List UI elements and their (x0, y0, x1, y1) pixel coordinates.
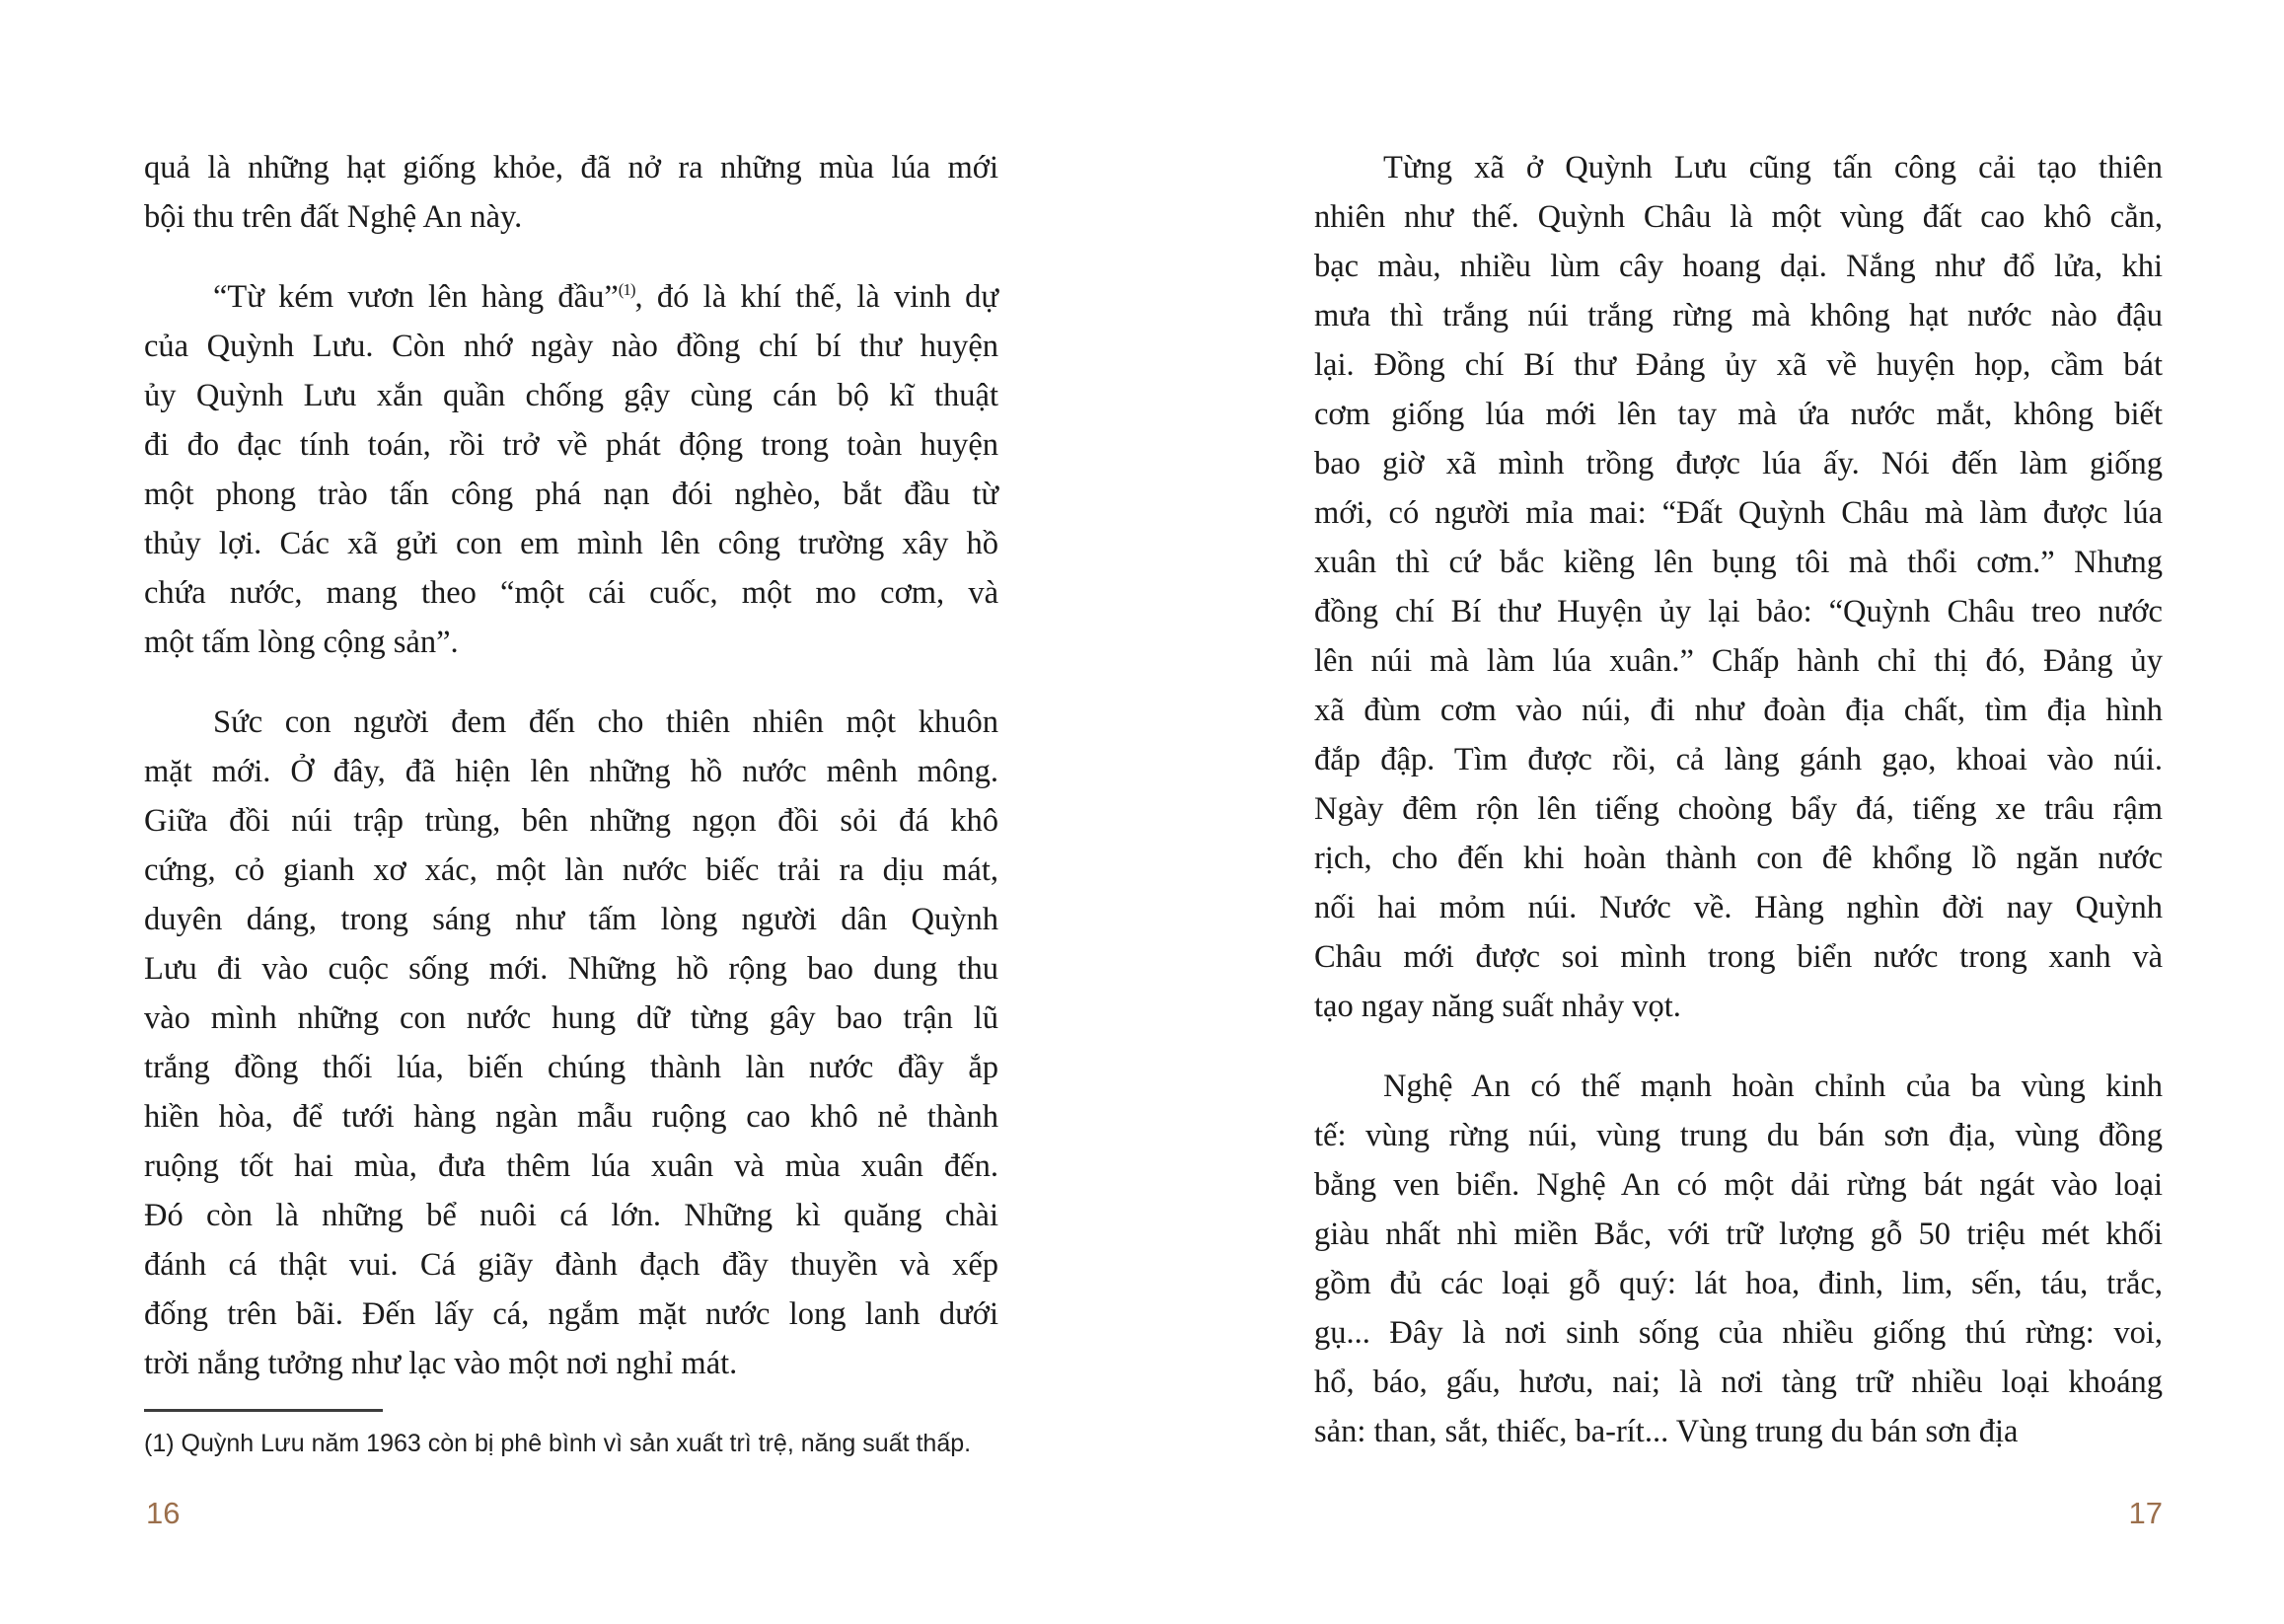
text-line: xã đùm cơm vào núi, đi như đoàn địa chất, tìm địa hình (1314, 693, 2163, 728)
text-line: nhiên như thế. Quỳnh Châu là một vùng đất cao khô cằn, (1314, 199, 2163, 235)
text-line: lại. Đồng chí Bí thư Đảng ủy xã về huyện họp, cầm bát (1314, 347, 2163, 383)
text-line: đồng chí Bí thư Huyện ủy lại bảo: “Quỳnh Châu treo nước (1314, 594, 2163, 629)
text-line: tế: vùng rừng núi, vùng trung du bán sơn địa, vùng đồng (1314, 1118, 2163, 1153)
text-line: cứng, cỏ gianh xơ xác, một làn nước biếc trải ra dịu mát, (144, 852, 998, 888)
text-line: hổ, báo, gấu, hươu, nai; là nơi tàng trữ nhiều loại khoáng (1314, 1365, 2163, 1400)
text-line: tạo ngay năng suất nhảy vọt. (1314, 989, 1681, 1024)
text-line: Đó còn là những bể nuôi cá lớn. Những kì quăng chài (144, 1198, 998, 1233)
paragraph (1314, 143, 2163, 1031)
text-line: vào mình những con nước hung dữ từng gây bao trận lũ (144, 1000, 998, 1036)
text-line: mưa thì trắng núi trắng rừng mà không hạt nước nào đậu (1314, 298, 2163, 333)
text-line: bội thu trên đất Nghệ An này. (144, 199, 523, 235)
text-line: hiền hòa, để tưới hàng ngàn mẫu ruộng cao khô nẻ thành (144, 1099, 998, 1135)
paragraph (144, 143, 998, 242)
text-line: đống trên bãi. Đến lấy cá, ngắm mặt nước long lanh dưới (144, 1296, 998, 1332)
text-line: trắng đồng thối lúa, biến chúng thành làn nước đầy ắp (144, 1050, 998, 1085)
left-text-column (144, 143, 998, 1388)
text-line: mặt mới. Ở đây, đã hiện lên những hồ nước mênh mông. (144, 754, 998, 789)
text-line: ruộng tốt hai mùa, đưa thêm lúa xuân và mùa xuân đến. (144, 1148, 998, 1184)
text-line: một tấm lòng cộng sản”. (144, 625, 459, 660)
text-line: chứa nước, mang theo “một cái cuốc, một mo cơm, và (144, 575, 998, 611)
text-line: Giữa đồi núi trập trùng, bên những ngọn đồi sỏi đá khô (144, 803, 998, 839)
text-line: Nghệ An có thế mạnh hoàn chỉnh của ba vùng kinh (1383, 1069, 2163, 1104)
text-line: quả là những hạt giống khỏe, đã nở ra những mùa lúa mới (144, 150, 998, 185)
text-line: Sức con người đem đến cho thiên nhiên một khuôn (213, 704, 998, 740)
text-line: lên núi mà làm lúa xuân.” Chấp hành chỉ thị đó, Đảng ủy (1314, 643, 2163, 679)
text-line: Ngày đêm rộn lên tiếng choòng bẩy đá, tiếng xe trâu rậm (1314, 791, 2163, 827)
text-line: rịch, cho đến khi hoàn thành con đê khổng lồ ngăn nước (1314, 841, 2163, 876)
text-line: bạc màu, nhiều lùm cây hoang dại. Nắng như đổ lửa, khi (1314, 249, 2163, 284)
text-line: ủy Quỳnh Lưu xắn quần chống gậy cùng cán bộ kĩ thuật (144, 378, 998, 413)
paragraph (1314, 1062, 2163, 1456)
paragraph (144, 698, 998, 1388)
text-segment: “Từ kém vươn lên hàng đầu” (213, 279, 619, 315)
footnote-rule (144, 1409, 383, 1412)
page-number-left: 16 (146, 1496, 181, 1530)
text-line: đánh cá thật vui. Cá giãy đành đạch đầy thuyền và xếp (144, 1247, 998, 1283)
paragraph (144, 272, 998, 667)
text-line: nối hai mỏm núi. Nước về. Hàng nghìn đời nay Quỳnh (1314, 890, 2163, 925)
text-line: thủy lợi. Các xã gửi con em mình lên công trường xây hồ (144, 526, 998, 561)
text-line: một phong trào tấn công phá nạn đói nghèo, bắt đầu từ (144, 477, 998, 512)
text-line: sản: than, sắt, thiếc, ba-rít... Vùng trung du bán sơn địa (1314, 1414, 2019, 1449)
text-line: đắp đập. Tìm được rồi, cả làng gánh gạo, khoai vào núi. (1314, 742, 2163, 777)
text-segment: , đó là khí thế, là vinh dự (634, 279, 998, 315)
text-line: gụ... Đây là nơi sinh sống của nhiều giống thú rừng: voi, (1314, 1315, 2163, 1351)
footnote-reference-marker: (1) (618, 280, 635, 300)
text-line: bao giờ xã mình trồng được lúa ấy. Nói đến làm giống (1314, 446, 2163, 481)
text-line (144, 272, 998, 322)
text-line: của Quỳnh Lưu. Còn nhớ ngày nào đồng chí bí thư huyện (144, 329, 998, 364)
text-line: gồm đủ các loại gỗ quý: lát hoa, đinh, lim, sến, táu, trắc, (1314, 1266, 2163, 1301)
text-line: Lưu đi vào cuộc sống mới. Những hồ rộng bao dung thu (144, 951, 998, 987)
text-line: trời nắng tưởng như lạc vào một nơi nghỉ mát. (144, 1346, 738, 1381)
right-text-column (1314, 143, 2163, 1456)
footnote-text: (1) Quỳnh Lưu năm 1963 còn bị phê bình vì sản xuất trì trệ, năng suất thấp. (144, 1430, 972, 1457)
text-line: cơm giống lúa mới lên tay mà ứa nước mắt, không biết (1314, 397, 2163, 432)
text-line: giàu nhất nhì miền Bắc, với trữ lượng gỗ 50 triệu mét khối (1314, 1217, 2163, 1252)
page-number-right: 17 (2128, 1496, 2163, 1530)
text-line: Châu mới được soi mình trong biển nước trong xanh và (1314, 939, 2163, 975)
text-line: Từng xã ở Quỳnh Lưu cũng tấn công cải tạo thiên (1383, 150, 2163, 185)
text-line: mới, có người mỉa mai: “Đất Quỳnh Châu mà làm được lúa (1314, 495, 2163, 531)
text-line: đi đo đạc tính toán, rồi trở về phát động trong toàn huyện (144, 427, 998, 463)
text-line: duyên dáng, trong sáng như tấm lòng người dân Quỳnh (144, 902, 998, 937)
text-line: bằng ven biển. Nghệ An có một dải rừng bát ngát vào loại (1314, 1167, 2163, 1203)
text-line: xuân thì cứ bắc kiềng lên bụng tôi mà thổi cơm.” Nhưng (1314, 545, 2163, 580)
